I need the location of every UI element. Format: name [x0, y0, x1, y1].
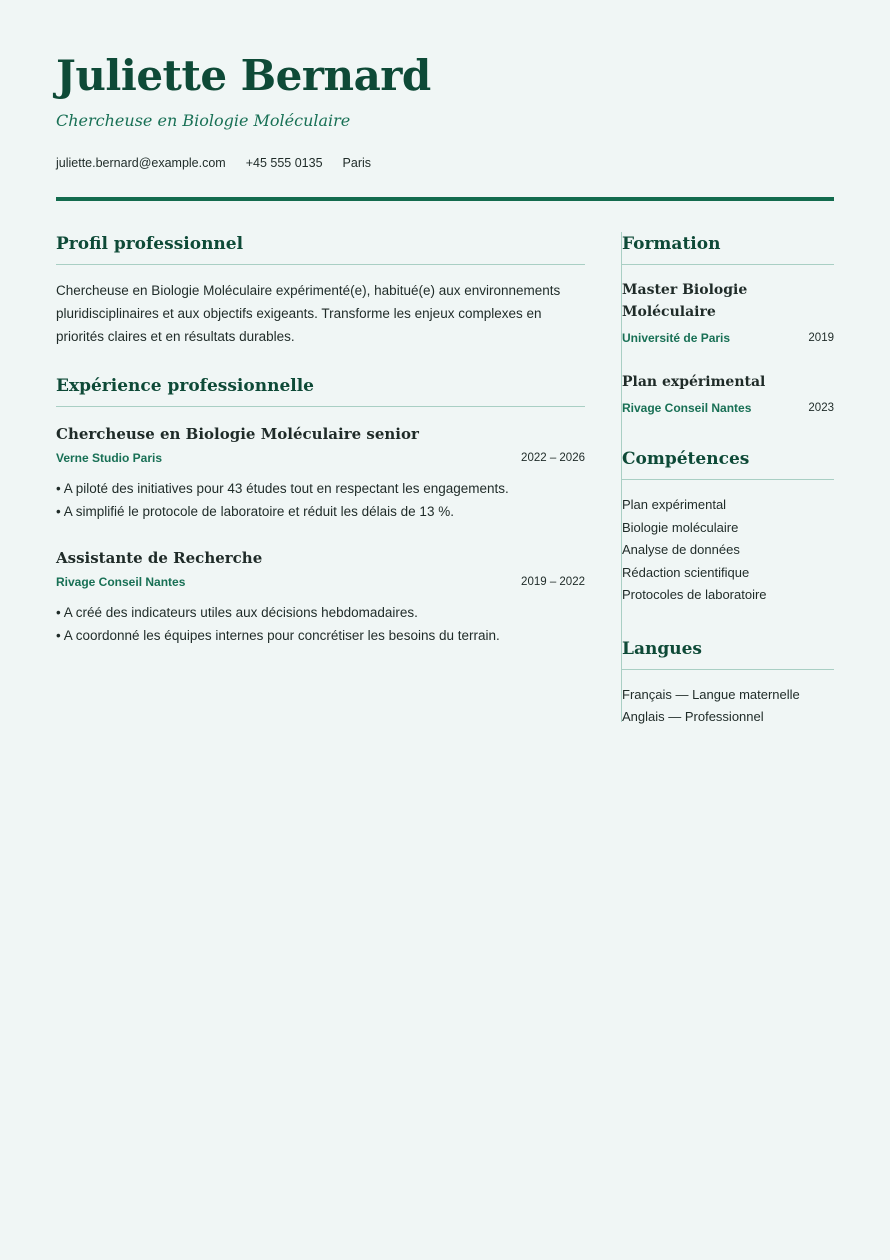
education-degree: Plan expérimental [622, 374, 766, 390]
profile-heading: Profil professionnel [56, 232, 585, 265]
contact-city: Paris [342, 156, 372, 170]
job-meta [56, 449, 585, 467]
skills-heading: Compétences [622, 447, 834, 480]
profile-section [56, 232, 585, 348]
skills-list [622, 494, 834, 607]
skills-section [622, 447, 834, 607]
header-divider [56, 197, 834, 201]
language-item: Français — Langue maternelle [622, 686, 800, 702]
education-school: Université de Paris [622, 331, 731, 345]
job-entry [56, 423, 585, 523]
job-meta [56, 573, 585, 591]
languages-section [622, 637, 834, 729]
education-degree: Master Biologie Moléculaire [622, 282, 748, 320]
job-dates: 2022 – 2026 [521, 452, 585, 464]
job-company: Verne Studio Paris [56, 451, 163, 465]
languages-heading: Langues [622, 637, 834, 670]
contact-phone[interactable]: +45 555 0135 [245, 156, 323, 170]
education-year: 2019 [808, 332, 834, 344]
education-year: 2023 [808, 402, 834, 414]
experience-heading: Expérience professionnelle [56, 374, 585, 407]
skill-item: Plan expérimental [622, 497, 727, 512]
job-title: Assistante de Recherche [56, 549, 263, 567]
job-bullet: • A créé des indicateurs utiles aux décisions hebdomadaires. [56, 601, 585, 624]
contact-email[interactable]: juliette.bernard@example.com [56, 156, 226, 170]
candidate-title: Chercheuse en Biologie Moléculaire [56, 111, 351, 130]
main-column [56, 232, 585, 647]
education-meta [622, 399, 834, 417]
job-dates: 2019 – 2022 [521, 576, 585, 588]
candidate-name: Juliette Bernard [56, 51, 431, 100]
job-bullet: • A coordonné les équipes internes pour concrétiser les besoins du terrain. [56, 624, 585, 647]
profile-text: Chercheuse en Biologie Moléculaire expérimenté(e), habitué(e) aux environnements pluridisciplinaires et aux objectifs exigeants. Transforme les enjeux complexes en priorités claires et en résultats durables. [56, 283, 561, 344]
job-bullets [56, 477, 585, 523]
education-entry [622, 371, 834, 417]
job-bullet: • A simplifié le protocole de laboratoire et réduit les délais de 13 %. [56, 500, 585, 523]
job-bullets [56, 601, 585, 647]
skill-item: Analyse de données [622, 542, 740, 557]
skill-item: Rédaction scientifique [622, 564, 750, 580]
job-company: Rivage Conseil Nantes [56, 575, 186, 589]
language-item: Anglais — Professionnel [622, 709, 764, 724]
contact-info [56, 154, 371, 172]
side-column [622, 232, 834, 729]
skill-item: Protocoles de laboratoire [622, 587, 767, 602]
education-meta [622, 329, 834, 347]
experience-section [56, 374, 585, 647]
education-school: Rivage Conseil Nantes [622, 401, 752, 415]
education-section [622, 232, 834, 417]
job-title: Chercheuse en Biologie Moléculaire senior [56, 425, 419, 443]
job-bullet: • A piloté des initiatives pour 43 études tout en respectant les engagements. [56, 477, 585, 500]
education-entry [622, 279, 834, 347]
job-entry [56, 547, 585, 647]
languages-list [622, 684, 834, 729]
skill-item: Biologie moléculaire [622, 519, 739, 535]
education-heading: Formation [622, 232, 834, 265]
